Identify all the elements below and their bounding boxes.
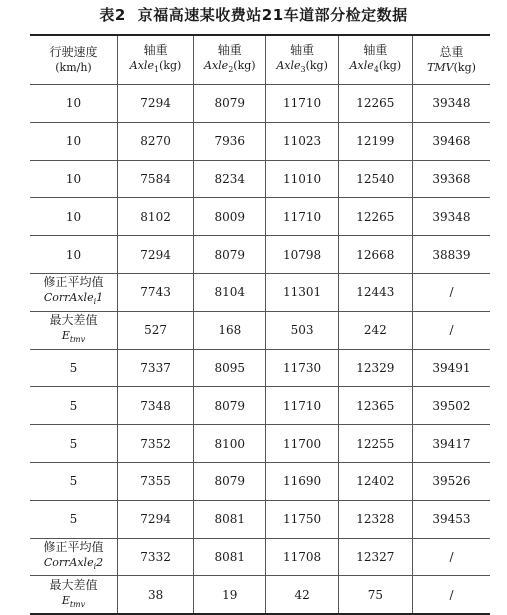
table-cell: 8009 — [194, 198, 266, 236]
table-cell: 11710 — [266, 198, 338, 236]
table-row — [30, 349, 490, 387]
table-cell: 12365 — [338, 387, 412, 425]
header-subscript: 2 — [228, 65, 234, 75]
row-label: 10 — [30, 198, 118, 236]
row-label: 5 — [30, 500, 118, 538]
table-cell: 12327 — [338, 538, 412, 576]
table-cell: 8081 — [194, 500, 266, 538]
symbol-subscript: i — [93, 297, 97, 307]
row-label-text: 最大差值 — [49, 313, 98, 328]
header-unit-text: (kg) — [378, 58, 402, 72]
table-row — [30, 198, 490, 236]
header-unit-text: (kg) — [305, 58, 328, 72]
table-cell: 8081 — [194, 538, 266, 576]
header-symbol: TMV — [427, 61, 454, 74]
header-label: 轴重 — [363, 42, 388, 57]
table-cell: 11690 — [266, 462, 338, 500]
table-cell: 11700 — [266, 425, 338, 463]
header-total — [412, 35, 490, 85]
table-cell: 11301 — [266, 273, 338, 311]
header-subscript: 1 — [153, 65, 160, 75]
table-cell: 11710 — [266, 85, 338, 123]
table-caption — [0, 4, 507, 25]
table-cell: 527 — [118, 311, 194, 349]
row-label-symbol — [30, 555, 117, 574]
header-axle4 — [338, 35, 412, 85]
symbol-subscript: i — [93, 562, 97, 572]
symbol-suffix: 2 — [96, 555, 104, 569]
symbol-subscript: tmv — [69, 599, 86, 609]
table-cell: 12329 — [338, 349, 412, 387]
header-subscript: 3 — [300, 65, 306, 75]
table-cell: / — [412, 273, 490, 311]
symbol-base: E — [61, 593, 70, 607]
table-cell: 7348 — [118, 387, 194, 425]
table-row — [30, 538, 490, 576]
table-cell: 8079 — [194, 387, 266, 425]
header-unit — [266, 58, 337, 78]
row-label-text: 最大差值 — [49, 577, 98, 592]
header-symbol: Axle — [276, 58, 301, 72]
table-cell: 38839 — [412, 236, 490, 274]
table-cell: 8102 — [118, 198, 194, 236]
header-row — [30, 35, 490, 85]
table-cell: 12265 — [338, 85, 412, 123]
table-cell: 38 — [118, 576, 194, 614]
table-cell: 39453 — [412, 500, 490, 538]
row-label-text: 修正平均值 — [43, 275, 104, 290]
table-cell: 7332 — [118, 538, 194, 576]
table-row — [30, 576, 490, 614]
table-cell: 7584 — [118, 160, 194, 198]
table-row — [30, 387, 490, 425]
row-label — [30, 311, 118, 349]
header-symbol: Axle — [349, 58, 374, 72]
table-cell: 39417 — [412, 425, 490, 463]
table-cell: 11708 — [266, 538, 338, 576]
table-cell: 7294 — [118, 85, 194, 123]
table-cell: 8270 — [118, 122, 194, 160]
table-cell: 19 — [194, 576, 266, 614]
data-table — [30, 34, 490, 615]
table-cell: 7294 — [118, 500, 194, 538]
row-label: 10 — [30, 236, 118, 274]
row-label-text: 修正平均值 — [43, 539, 104, 554]
symbol-base: E — [61, 329, 70, 343]
table-cell: 11023 — [266, 122, 338, 160]
table-cell: 242 — [338, 311, 412, 349]
table-title: 京福高速某收费站21车道部分检定数据 — [137, 6, 408, 24]
symbol-base: CorrAxle — [43, 555, 94, 569]
header-unit — [413, 60, 490, 76]
table-row — [30, 85, 490, 123]
table-cell: / — [412, 538, 490, 576]
table-cell: 12265 — [338, 198, 412, 236]
header-label: 轴重 — [217, 42, 242, 57]
header-unit: (km/h) — [55, 61, 92, 74]
table-cell: 12255 — [338, 425, 412, 463]
table-cell: 8095 — [194, 349, 266, 387]
table-row — [30, 273, 490, 311]
table-cell: 7337 — [118, 349, 194, 387]
table-cell: 39491 — [412, 349, 490, 387]
row-label — [30, 538, 118, 576]
table-cell: 10798 — [266, 236, 338, 274]
header-label: 行驶速度 — [49, 45, 98, 59]
header-axle3 — [266, 35, 338, 85]
row-label: 10 — [30, 160, 118, 198]
table-cell: 12199 — [338, 122, 412, 160]
table-cell: 39348 — [412, 85, 490, 123]
table-cell: 12540 — [338, 160, 412, 198]
table-cell: / — [412, 311, 490, 349]
header-unit-text: (kg) — [159, 58, 182, 72]
table-number: 表2 — [99, 6, 126, 24]
symbol-suffix: 1 — [96, 291, 104, 305]
header-subscript: 4 — [373, 65, 379, 75]
row-label-symbol — [30, 290, 117, 309]
header-label: 轴重 — [143, 42, 168, 57]
header-label: 轴重 — [290, 42, 315, 57]
table-cell: 11750 — [266, 500, 338, 538]
header-unit — [118, 58, 193, 78]
table-row — [30, 311, 490, 349]
row-label: 5 — [30, 387, 118, 425]
row-label-symbol — [30, 328, 117, 347]
table-cell: 503 — [266, 311, 338, 349]
row-label — [30, 273, 118, 311]
table-row — [30, 500, 490, 538]
table-cell: 8234 — [194, 160, 266, 198]
table-cell: 11710 — [266, 387, 338, 425]
table-cell: 7355 — [118, 462, 194, 500]
table-cell: 7743 — [118, 273, 194, 311]
table-cell: 11010 — [266, 160, 338, 198]
row-label — [30, 576, 118, 614]
table-cell: 8104 — [194, 273, 266, 311]
table-cell: 12443 — [338, 273, 412, 311]
symbol-subscript: tmv — [69, 335, 86, 345]
header-unit-text: (kg) — [233, 58, 256, 72]
table-row — [30, 160, 490, 198]
table-cell: 168 — [194, 311, 266, 349]
table-cell: 11730 — [266, 349, 338, 387]
header-label: 总重 — [439, 45, 464, 59]
table-row — [30, 462, 490, 500]
table-row — [30, 122, 490, 160]
table-cell: 8079 — [194, 462, 266, 500]
table-cell: 39468 — [412, 122, 490, 160]
header-speed — [30, 35, 118, 85]
header-axle1 — [118, 35, 194, 85]
table-cell: 7352 — [118, 425, 194, 463]
header-unit-text: (kg) — [453, 61, 476, 74]
table-cell: 8079 — [194, 85, 266, 123]
table-cell: 39348 — [412, 198, 490, 236]
table-row — [30, 236, 490, 274]
symbol-base: CorrAxle — [43, 291, 94, 305]
table-cell: 42 — [266, 576, 338, 614]
table-cell: 12402 — [338, 462, 412, 500]
table-cell: 12668 — [338, 236, 412, 274]
table-cell: / — [412, 576, 490, 614]
table-cell: 75 — [338, 576, 412, 614]
row-label: 5 — [30, 462, 118, 500]
table-cell: 7936 — [194, 122, 266, 160]
table-cell: 39502 — [412, 387, 490, 425]
row-label: 5 — [30, 349, 118, 387]
table-body — [30, 85, 490, 615]
table-row — [30, 425, 490, 463]
header-unit — [339, 58, 412, 78]
header-axle2 — [194, 35, 266, 85]
table-cell: 39368 — [412, 160, 490, 198]
row-label: 10 — [30, 85, 118, 123]
table-cell: 39526 — [412, 462, 490, 500]
header-unit — [194, 58, 265, 78]
table-cell: 8079 — [194, 236, 266, 274]
table-cell: 12328 — [338, 500, 412, 538]
table-cell: 7294 — [118, 236, 194, 274]
table-cell: 8100 — [194, 425, 266, 463]
row-label: 10 — [30, 122, 118, 160]
header-symbol: Axle — [129, 58, 154, 72]
row-label: 5 — [30, 425, 118, 463]
header-symbol: Axle — [204, 58, 229, 72]
